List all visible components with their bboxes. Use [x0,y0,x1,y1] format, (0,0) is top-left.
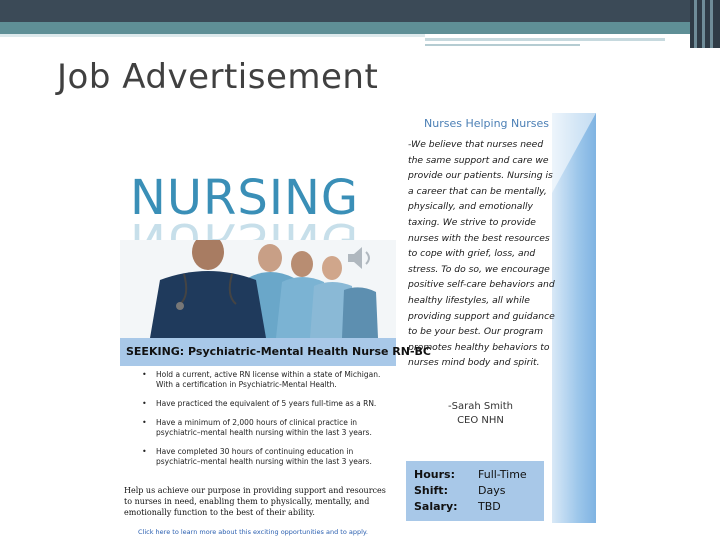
job-info-box [406,461,544,521]
list-item: • Have completed 30 hours of continuing education in psychiatric–mental health nursing within the last 3 years. [140,447,390,467]
ceo-quote: -We believe that nurses need the same support and care we provide our patients. Nursing is a career that can be mentally, physically, and emotionally taxing. We strive to provide nurses with the best resources to cope with grief, loss, and stress. To do so, we encourage positive self-care behaviors and healthy lifestyles, all while providing support and guidance to be your best. Our program promotes healthy behaviors to nurses mind body and spirit. [408,139,555,369]
info-row-hours [414,467,536,483]
requirements-list [140,370,390,476]
list-item: • Have a minimum of 2,000 hours of clinical practice in psychiatric–mental health nursing within the last 3 years. [140,418,390,438]
signature-name: -Sarah Smith [448,401,513,412]
list-item: • Hold a current, active RN license within a state of Michigan. With a certification in Psychiatric-Mental Health. [140,370,390,390]
info-value: Full-Time [478,468,527,481]
top-line [425,44,580,46]
info-label: Salary: [414,500,458,513]
nurses-photo [120,240,396,338]
info-row-shift [414,483,536,499]
nursing-headline: NURSING [130,170,360,226]
corner-decoration [690,0,720,48]
org-name: Nurses Helping Nurses [424,117,549,130]
info-label: Shift: [414,484,448,497]
signature-title: CEO NHN [457,415,504,426]
info-value: Days [478,484,506,497]
list-item: • Have practiced the equivalent of 5 years full-time as a RN. [140,399,390,409]
help-text: Help us achieve our purpose in providing support and resources to nurses in need, enabling them to physically, mentally, and emotionally function to the best of their ability. [124,486,386,517]
signature [448,400,513,428]
top-bar-teal [0,22,720,34]
top-bar-dark [0,0,720,22]
learn-more-link[interactable]: Click here to learn more about this exciting opportunities and to apply. [138,528,368,536]
seeking-banner: SEEKING: Psychiatric-Mental Health Nurse RN-BC [120,338,396,366]
job-ad-right-panel [404,113,596,523]
blue-side-strip [552,113,596,523]
info-label: Hours: [414,468,455,481]
info-value: TBD [478,500,501,513]
info-row-salary [414,499,536,515]
slide-title: Job Advertisement [57,57,379,97]
top-line [425,38,665,41]
top-line [0,34,425,37]
